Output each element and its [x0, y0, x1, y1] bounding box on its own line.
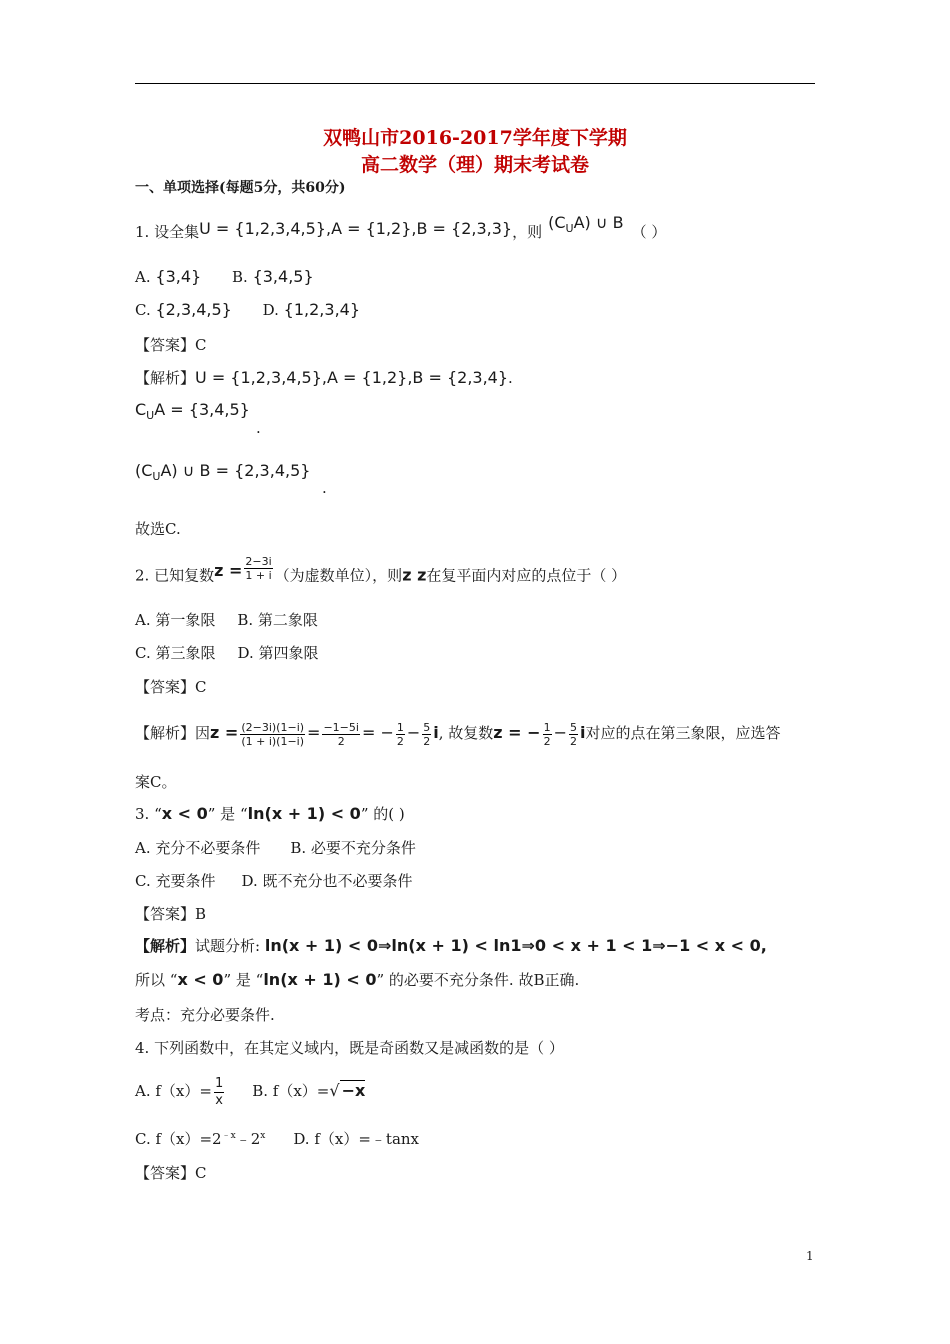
q2-half2-den: 2	[543, 734, 551, 748]
q3-options-row-2	[135, 871, 413, 891]
q3-end: ” 的( )	[360, 805, 405, 823]
q1-paren: （ ）	[631, 223, 667, 241]
q2-tail: 对应的点在第三象限，应选答	[585, 724, 781, 742]
q2-z: z =	[214, 560, 243, 580]
q4-opt-a-den: x	[215, 1092, 223, 1108]
q3-options-row-1	[135, 838, 416, 858]
page-number: 1	[806, 1249, 814, 1263]
q2-minus-2: −	[553, 723, 567, 742]
q2-analysis-z: z =	[210, 723, 239, 742]
sqrt-icon: √	[329, 1081, 340, 1100]
q2-f1-num: (2−3i)(1−i)	[241, 720, 305, 734]
q2-frac-fivehalf-2	[569, 721, 578, 748]
q1-step1-c: C	[135, 400, 147, 419]
q2-z2: z = −	[493, 723, 541, 742]
q2-fivehalf-num: 5	[423, 720, 431, 734]
q2-minus: −	[406, 723, 421, 742]
q1-stem	[135, 213, 667, 244]
q1-complement-sub: U	[565, 222, 574, 235]
q1-conclusion: 故选C.	[135, 520, 181, 538]
answer-value: B	[195, 905, 207, 923]
q3-mid: ” 是 “	[207, 805, 248, 823]
q1-opt-c-label: C.	[135, 301, 151, 319]
q2-i: i	[433, 723, 439, 742]
title-line-2: 高二数学（理）期末考试卷	[360, 154, 589, 176]
q1-prefix: 1. 设全集	[135, 223, 200, 241]
q3-cond-2: ln(x + 1) < 0	[247, 804, 361, 823]
q2-prefix: 2. 已知复数	[135, 566, 215, 585]
q4-opt-b-rad: −x	[341, 1081, 366, 1100]
q1-opt-a-label: A.	[135, 268, 151, 286]
q4-options-row-1	[135, 1074, 365, 1109]
q2-half2-num: 1	[543, 720, 551, 734]
q2-analysis	[135, 720, 780, 748]
q2-options-row-2	[135, 643, 319, 663]
q3-answer	[135, 904, 206, 924]
q1-opt-d-label: D.	[262, 301, 279, 319]
q1-opt-d: {1,2,3,4}	[283, 300, 361, 319]
q4-opt-a-pre: A. f（x）=	[135, 1082, 212, 1100]
q2-frac-den: 1 + i	[245, 569, 272, 582]
analysis-tag: 【解析】	[135, 724, 196, 742]
analysis-tag: 【解析】	[135, 369, 196, 387]
q2-fivehalf2-num: 5	[569, 720, 577, 734]
q2-zz: z z	[402, 565, 427, 585]
answer-tag: 【答案】	[135, 678, 196, 696]
q4-opt-d: D. f（x）=﹣tanx	[293, 1130, 420, 1148]
q4-answer	[135, 1163, 207, 1183]
q4-opt-a-num: 1	[214, 1075, 224, 1091]
q3-opt-d: D. 既不充分也不必要条件	[241, 872, 413, 890]
title-line-1: 双鸭山市2016-2017学年度下学期	[323, 127, 627, 149]
q3-analysis-lead: 试题分析:	[195, 937, 265, 955]
q2-fivehalf-den: 2	[423, 734, 431, 748]
analysis-tag: 【解析】	[135, 937, 196, 955]
q3-so-mid: ” 是 “	[223, 971, 264, 989]
q4-opt-c-exp2: x	[260, 1131, 266, 1141]
q1-union: A) ∪ B	[573, 213, 624, 232]
q1-step1-dot: .	[256, 419, 261, 437]
q2-frac-fivehalf	[422, 721, 431, 748]
q1-step-1	[135, 400, 250, 422]
q1-analysis-end: .	[508, 369, 513, 387]
q2-f1-den: (1 + i)(1−i)	[241, 734, 305, 748]
q3-so-end: ” 的必要不充分条件. 故B正确.	[376, 971, 580, 989]
q4-opt-a-frac	[214, 1076, 224, 1109]
q2-answer	[135, 677, 207, 697]
q1-sets: U = {1,2,3,4,5},A = {1,2},B = {2,3,3}	[199, 219, 513, 238]
q2-stem	[135, 555, 627, 590]
q2-so: , 故复数	[438, 724, 494, 742]
q3-analysis-expr: ln(x + 1) < 0⇒ln(x + 1) < ln1⇒0 < x + 1 < 1⇒−1 < x < 0,	[264, 936, 767, 955]
q3-opt-b: B. 必要不充分条件	[290, 839, 416, 857]
q3-stem	[135, 804, 405, 824]
answer-tag: 【答案】	[135, 1164, 196, 1182]
q2-rest: 在复平面内对应的点位于（ ）	[426, 566, 627, 585]
q3-opt-c: C. 充要条件	[135, 872, 216, 890]
q4-opt-b-sqrt	[329, 1080, 365, 1100]
q2-eq: =	[307, 723, 321, 742]
q1-opt-b: {3,4,5}	[252, 267, 314, 286]
q1-opt-c: {2,3,4,5}	[155, 300, 232, 319]
q4-options-row-2	[135, 1129, 419, 1152]
q2-i-2: i	[579, 723, 586, 742]
q3-prefix: 3. “	[135, 805, 162, 823]
q3-analysis	[135, 936, 767, 956]
q1-opt-a: {3,4}	[155, 267, 202, 286]
q1-answer	[135, 335, 207, 355]
q2-half-num: 1	[396, 720, 404, 734]
q4-opt-c-exp1: ﹣x	[221, 1131, 236, 1141]
q2-opt-a: A. 第一象限	[135, 611, 216, 629]
q4-opt-c-mid: ﹣2	[235, 1130, 261, 1148]
q2-options-row-1	[135, 610, 318, 630]
q1-complement: (C	[548, 213, 566, 232]
q2-fivehalf2-den: 2	[569, 734, 577, 748]
header-rule	[135, 83, 815, 84]
q2-opt-d: D. 第四象限	[237, 644, 319, 662]
q1-step2-rest: A) ∪ B = {2,3,4,5}	[160, 461, 311, 480]
q1-opt-b-label: B.	[231, 268, 248, 286]
q1-analysis-expr: U = {1,2,3,4,5},A = {1,2},B = {2,3,4}	[195, 368, 509, 387]
q1-step1-sub: U	[146, 409, 155, 422]
q1-then: ，则	[512, 223, 543, 241]
q3-point: 考点：充分必要条件.	[135, 1006, 275, 1024]
q2-half-den: 2	[396, 734, 404, 748]
q4-opt-c-pre: C. f（x）=2	[135, 1130, 222, 1148]
q3-so	[135, 970, 579, 990]
q2-because: 因	[195, 724, 211, 742]
q3-opt-a: A. 充分不必要条件	[135, 839, 261, 857]
q3-so-prefix: 所以 “	[135, 971, 178, 989]
q2-opt-c: C. 第三象限	[135, 644, 216, 662]
q2-frac-half-2	[543, 721, 552, 748]
answer-tag: 【答案】	[135, 905, 196, 923]
q1-analysis	[135, 368, 513, 388]
q1-step2-dot: .	[322, 479, 327, 497]
q2-mid: （为虚数单位），则	[274, 566, 403, 585]
section-heading: 一、单项选择(每题5分，共60分)	[135, 180, 346, 196]
q3-so-cond-2: ln(x + 1) < 0	[263, 970, 377, 989]
q2-eq-neg: = −	[361, 723, 394, 742]
q4-opt-b-pre: B. f（x）=	[252, 1082, 330, 1100]
q3-cond-1: x < 0	[161, 804, 208, 823]
q1-step1-rest: A = {3,4,5}	[154, 400, 250, 419]
q1-step2-open: (C	[135, 461, 153, 480]
answer-value: C	[195, 336, 207, 354]
answer-tag: 【答案】	[135, 336, 196, 354]
q2-f2-num: −1−5i	[323, 720, 359, 734]
q2-frac-num: 2−3i	[245, 555, 272, 568]
q2-frac-1	[240, 721, 305, 748]
q3-so-cond-1: x < 0	[177, 970, 224, 989]
q1-step2-sub: U	[152, 470, 161, 483]
q2-opt-b: B. 第二象限	[237, 611, 318, 629]
q2-frac-2	[322, 721, 360, 748]
q1-options-row-2	[135, 300, 360, 320]
q2-fraction	[244, 555, 272, 582]
q2-f2-den: 2	[337, 734, 345, 748]
answer-value: C	[195, 1164, 207, 1182]
q2-frac-half	[396, 721, 405, 748]
q2-tail-2: 案C。	[135, 773, 177, 791]
q4-stem: 4. 下列函数中，在其定义域内，既是奇函数又是减函数的是（ ）	[135, 1039, 564, 1057]
q1-options-row-1	[135, 267, 314, 287]
answer-value: C	[195, 678, 207, 696]
q1-step-2	[135, 461, 310, 483]
